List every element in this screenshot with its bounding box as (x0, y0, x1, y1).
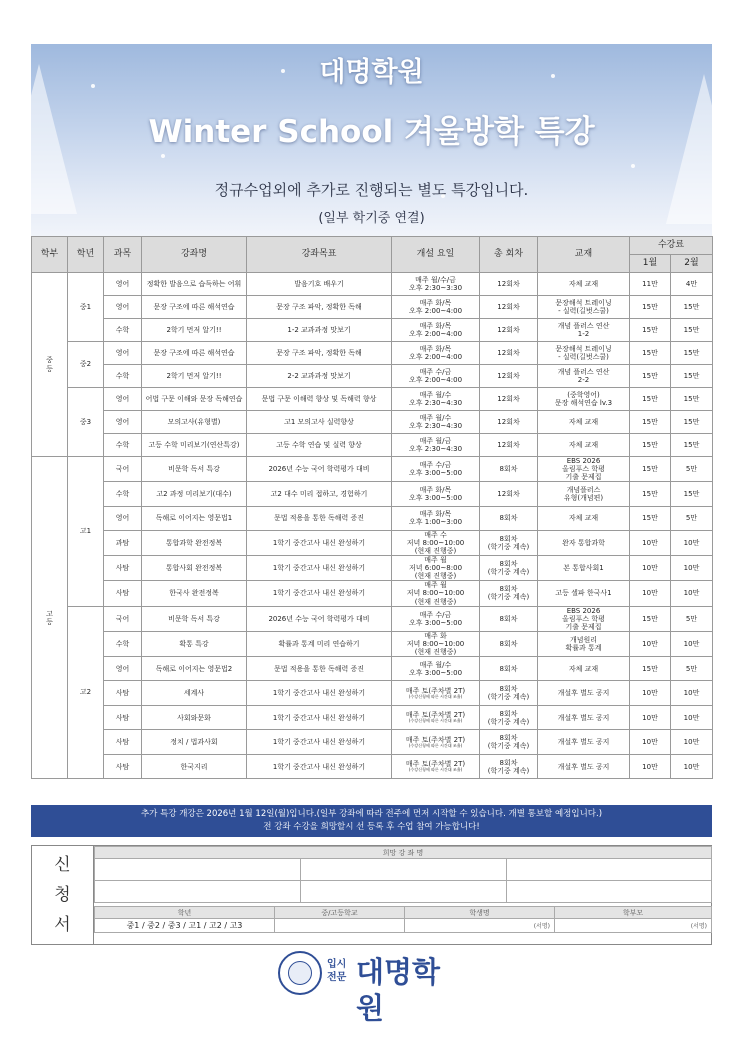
textbook-cell: EBS 2026 올림푸스 학평 기출 문제집 (538, 457, 630, 482)
grade-options[interactable]: 중1 / 중2 / 중3 / 고1 / 고2 / 고3 (95, 919, 275, 933)
table-row (32, 457, 713, 482)
table-row (32, 319, 713, 342)
sessions-cell: 8회차 (학기중 계속) (480, 581, 538, 606)
textbook-cell: 고등 셀파 한국사1 (538, 581, 630, 606)
sessions-cell: 12회차 (480, 296, 538, 319)
grade-cell: 고2 (68, 606, 104, 779)
course-rows (32, 273, 713, 779)
student-header: 학생명 (405, 907, 555, 919)
course-cell: 고등 수학 미리보기(연산특강) (142, 434, 247, 457)
table-row (32, 482, 713, 507)
course-table (31, 236, 713, 779)
sessions-cell: 12회차 (480, 388, 538, 411)
textbook-cell: 문장해석 트레이닝 - 실력(길벗스쿨) (538, 342, 630, 365)
sessions-cell: 8회차 (학기중 계속) (480, 730, 538, 755)
schedule-cell: 매주 수/금 오후 3:00~5:00 (392, 457, 480, 482)
goal-cell: 고1 모의고사 실력향상 (247, 411, 392, 434)
course-wish-header: 희망 강 좌 명 (95, 847, 712, 859)
fee-feb-cell: 10만 (671, 730, 713, 755)
schedule-cell (392, 730, 480, 755)
banner-subnote: (일부 학기중 연결) (318, 211, 425, 226)
schedule-cell: 매주 화/목 오후 2:00~4:00 (392, 342, 480, 365)
schedule-note: (수강신청에 따른 시간대 조율) (408, 767, 463, 773)
fee-feb-cell: 15만 (671, 319, 713, 342)
fee-feb-cell: 5만 (671, 457, 713, 482)
form-side-label: 신 청 서 (32, 846, 94, 944)
course-cell: 어법 구문 이해와 문장 독해연습 (142, 388, 247, 411)
course-wish-field-2[interactable] (301, 859, 507, 881)
schedule-note: (수강신청에 따른 시간대 조율) (408, 718, 463, 724)
subject-cell: 사탐 (104, 754, 142, 779)
grade-cell: 고1 (68, 457, 104, 607)
division-cell: 중 등 (32, 273, 68, 457)
fee-jan-cell: 10만 (630, 705, 671, 730)
subject-cell: 사탐 (104, 681, 142, 706)
course-cell: 2학기 먼저 알기!! (142, 365, 247, 388)
parent-sign-field[interactable]: (서명) (555, 919, 712, 933)
subject-cell: 영어 (104, 342, 142, 365)
header-grade: 학년 (68, 237, 104, 273)
table-row (32, 556, 713, 581)
course-cell: 통합과학 완전정복 (142, 531, 247, 556)
course-wish-field-1[interactable] (95, 859, 301, 881)
table-row (32, 656, 713, 681)
goal-cell: 1학기 중간고사 내신 완성하기 (247, 681, 392, 706)
sessions-cell: 8회차 (학기중 계속) (480, 681, 538, 706)
schedule-cell: 매주 월/금 오후 2:30~4:30 (392, 434, 480, 457)
logo-tagline (327, 958, 346, 984)
table-row (32, 296, 713, 319)
subject-cell: 사탐 (104, 581, 142, 606)
fee-feb-cell: 10만 (671, 581, 713, 606)
subject-cell: 사탐 (104, 730, 142, 755)
grade-cell: 중1 (68, 273, 104, 342)
goal-cell: 고2 대수 미리 접하고, 경험하기 (247, 482, 392, 507)
textbook-cell: 개설후 별도 공지 (538, 681, 630, 706)
header-jan: 1월 (630, 255, 671, 273)
course-cell: 모의고사(유형별) (142, 411, 247, 434)
table-row (32, 681, 713, 706)
sessions-cell: 8회차 (480, 631, 538, 656)
textbook-cell: 개념 플러스 연산 1-2 (538, 319, 630, 342)
parent-header: 학부모 (555, 907, 712, 919)
logo-small-2: 전문 (327, 972, 347, 983)
goal-cell: 문법 구문 이해력 향상 및 독해력 향상 (247, 388, 392, 411)
sessions-cell: 12회차 (480, 365, 538, 388)
schedule-cell: 매주 월/수 오후 2:30~4:30 (392, 388, 480, 411)
textbook-cell: 개념원리 확률과 통계 (538, 631, 630, 656)
division-cell: 고 등 (32, 457, 68, 779)
goal-cell: 1학기 중간고사 내신 완성하기 (247, 531, 392, 556)
table-row (32, 606, 713, 631)
footer-logo (278, 951, 468, 1025)
goal-cell: 2026년 수능 국어 학력평가 대비 (247, 457, 392, 482)
table-row (32, 705, 713, 730)
subject-cell: 국어 (104, 457, 142, 482)
textbook-cell: 자체 교재 (538, 506, 630, 531)
sessions-cell: 8회차 (480, 457, 538, 482)
goal-cell: 확률과 통계 미리 연습하기 (247, 631, 392, 656)
textbook-cell: 개념플러스 유형(개념편) (538, 482, 630, 507)
grade-cell: 중3 (68, 388, 104, 457)
table-row (32, 506, 713, 531)
goal-cell: 1학기 중간고사 내신 완성하기 (247, 556, 392, 581)
textbook-cell: 문장해석 트레이닝 - 실력(길벗스쿨) (538, 296, 630, 319)
sessions-cell: 8회차 (480, 656, 538, 681)
fee-jan-cell: 10만 (630, 730, 671, 755)
header-feb: 2월 (671, 255, 713, 273)
sessions-cell: 8회차 (학기중 계속) (480, 531, 538, 556)
sessions-cell: 8회차 (학기중 계속) (480, 754, 538, 779)
course-wish-field-3[interactable] (507, 859, 712, 881)
goal-cell: 문법 적용을 통한 독해력 증진 (247, 506, 392, 531)
form-info-table (94, 906, 712, 933)
sessions-cell: 12회차 (480, 482, 538, 507)
fee-feb-cell: 4만 (671, 273, 713, 296)
course-wish-field-6[interactable] (507, 881, 712, 903)
course-wish-field-4[interactable] (95, 881, 301, 903)
fee-feb-cell: 10만 (671, 681, 713, 706)
sessions-cell: 8회차 (학기중 계속) (480, 705, 538, 730)
fee-feb-cell: 15만 (671, 296, 713, 319)
notice-bar (31, 805, 712, 837)
notice-line-2: 전 강좌 수강을 희망할시 선 등록 후 수업 참여 가능합니다! (263, 822, 480, 832)
textbook-cell: 개설후 별도 공지 (538, 754, 630, 779)
schedule-cell: 매주 화/목 오후 2:00~4:00 (392, 319, 480, 342)
course-cell: 고2 과정 미리보기(대수) (142, 482, 247, 507)
goal-cell: 1-2 교과과정 맛보기 (247, 319, 392, 342)
header-subject: 과목 (104, 237, 142, 273)
goal-cell: 2-2 교과과정 맛보기 (247, 365, 392, 388)
form-table (94, 846, 712, 903)
schedule-cell: 매주 화/목 오후 2:00~4:00 (392, 296, 480, 319)
snowflake (161, 154, 165, 158)
fee-feb-cell: 15만 (671, 482, 713, 507)
fee-jan-cell: 15만 (630, 656, 671, 681)
school-field[interactable] (275, 919, 405, 933)
schedule-cell: 매주 수 저녁 8:00~10:00 (현재 진행중) (392, 531, 480, 556)
header-goal: 강좌목표 (247, 237, 392, 273)
table-row (32, 754, 713, 779)
table-row (32, 273, 713, 296)
banner-subtitle: 정규수업외에 추가로 진행되는 별도 특강입니다. (214, 181, 529, 199)
subject-cell: 수학 (104, 434, 142, 457)
application-form (31, 845, 712, 945)
course-cell: 문장 구조에 따른 해석연습 (142, 296, 247, 319)
sessions-cell: 12회차 (480, 342, 538, 365)
subject-cell: 과탐 (104, 531, 142, 556)
course-cell: 비문학 독서 특강 (142, 606, 247, 631)
course-cell: 확통 특강 (142, 631, 247, 656)
table-row (32, 434, 713, 457)
schedule-cell: 매주 월/수 오후 2:30~4:30 (392, 411, 480, 434)
subject-cell: 영어 (104, 411, 142, 434)
subject-cell: 영어 (104, 273, 142, 296)
fee-feb-cell: 10만 (671, 754, 713, 779)
student-sign-field[interactable]: (서명) (405, 919, 555, 933)
textbook-cell: 완자 통합과학 (538, 531, 630, 556)
course-cell: 독해로 이어지는 영문법2 (142, 656, 247, 681)
textbook-cell: 자체 교재 (538, 411, 630, 434)
schedule-cell: 매주 월/수/금 오후 2:30~3:30 (392, 273, 480, 296)
grade-header: 학년 (95, 907, 275, 919)
grade-cell: 중2 (68, 342, 104, 388)
goal-cell: 문장 구조 파악, 정확한 독해 (247, 296, 392, 319)
fee-jan-cell: 15만 (630, 319, 671, 342)
table-row (32, 581, 713, 606)
academy-seal-icon (278, 951, 322, 995)
academy-title: 대명학원 (319, 57, 424, 88)
textbook-cell: 자체 교재 (538, 273, 630, 296)
goal-cell: 1학기 중간고사 내신 완성하기 (247, 705, 392, 730)
course-cell: 한국사 완전정복 (142, 581, 247, 606)
course-cell: 정치 / 법과사회 (142, 730, 247, 755)
fee-jan-cell: 10만 (630, 631, 671, 656)
fee-jan-cell: 10만 (630, 556, 671, 581)
header-sessions: 총 회차 (480, 237, 538, 273)
fee-feb-cell: 10만 (671, 531, 713, 556)
subject-cell: 영어 (104, 656, 142, 681)
course-cell: 2학기 먼저 알기!! (142, 319, 247, 342)
fee-feb-cell: 5만 (671, 656, 713, 681)
goal-cell: 고등 수학 연습 및 실력 향상 (247, 434, 392, 457)
goal-cell: 문법 적용을 통한 독해력 증진 (247, 656, 392, 681)
fee-feb-cell: 5만 (671, 506, 713, 531)
textbook-cell: (중학영어) 문장 해석연습 lv.3 (538, 388, 630, 411)
fee-jan-cell: 10만 (630, 754, 671, 779)
sessions-cell: 12회차 (480, 319, 538, 342)
course-cell: 통합사회 완전정복 (142, 556, 247, 581)
schedule-cell: 매주 월 저녁 6:00~8:00 (현재 진행중) (392, 556, 480, 581)
table-row (32, 411, 713, 434)
subject-cell: 사탐 (104, 556, 142, 581)
schedule-cell (392, 705, 480, 730)
subject-cell: 수학 (104, 631, 142, 656)
subject-cell: 수학 (104, 365, 142, 388)
course-cell: 비문학 독서 특강 (142, 457, 247, 482)
header-fee: 수강료 (630, 237, 713, 255)
fee-feb-cell: 15만 (671, 365, 713, 388)
fee-jan-cell: 15만 (630, 606, 671, 631)
goal-cell: 1학기 중간고사 내신 완성하기 (247, 754, 392, 779)
schedule-note: (수강신청에 따른 시간대 조율) (408, 693, 463, 699)
header-banner (31, 44, 712, 236)
fee-feb-cell: 15만 (671, 388, 713, 411)
schedule-cell: 매주 수/금 오후 2:00~4:00 (392, 365, 480, 388)
textbook-cell: 개념 플러스 연산 2-2 (538, 365, 630, 388)
fee-feb-cell: 10만 (671, 631, 713, 656)
schedule-cell: 매주 화/목 오후 3:00~5:00 (392, 482, 480, 507)
fee-feb-cell: 15만 (671, 342, 713, 365)
fee-jan-cell: 15만 (630, 388, 671, 411)
course-cell: 한국지리 (142, 754, 247, 779)
schedule-cell: 매주 화/목 오후 1:00~3:00 (392, 506, 480, 531)
schedule-cell (392, 681, 480, 706)
subject-cell: 수학 (104, 319, 142, 342)
fee-feb-cell: 5만 (671, 606, 713, 631)
header-schedule: 개설 요일 (392, 237, 480, 273)
schedule-text: 매주 토(주차별 2T) (405, 711, 466, 720)
sessions-cell: 12회차 (480, 273, 538, 296)
subject-cell: 영어 (104, 388, 142, 411)
table-row (32, 388, 713, 411)
fee-jan-cell: 15만 (630, 342, 671, 365)
schedule-note: (수강신청에 따른 시간대 조율) (408, 742, 463, 748)
logo-name: 대명학원 (356, 955, 441, 1025)
goal-cell: 발음기호 배우기 (247, 273, 392, 296)
subject-cell: 국어 (104, 606, 142, 631)
course-cell: 사회와문화 (142, 705, 247, 730)
subject-cell: 영어 (104, 506, 142, 531)
fee-jan-cell: 10만 (630, 581, 671, 606)
table-row (32, 730, 713, 755)
textbook-cell: EBS 2026 올림푸스 학평 기출 문제집 (538, 606, 630, 631)
schedule-text: 매주 토(주차별 2T) (405, 686, 466, 695)
schedule-cell: 매주 수/금 오후 3:00~5:00 (392, 606, 480, 631)
schedule-text: 매주 토(주차별 2T) (405, 760, 466, 769)
fee-jan-cell: 15만 (630, 296, 671, 319)
fee-jan-cell: 15만 (630, 506, 671, 531)
table-row (32, 365, 713, 388)
logo-small-1: 입시 (327, 959, 347, 970)
course-wish-field-5[interactable] (301, 881, 507, 903)
goal-cell: 2026년 수능 국어 학력평가 대비 (247, 606, 392, 631)
textbook-cell: 자체 교재 (538, 434, 630, 457)
fee-jan-cell: 15만 (630, 365, 671, 388)
schedule-cell: 매주 화 저녁 8:00~10:00 (현재 진행중) (392, 631, 480, 656)
subject-cell: 영어 (104, 296, 142, 319)
sessions-cell: 8회차 (480, 506, 538, 531)
course-cell: 정확한 발음으로 습득하는 어휘 (142, 273, 247, 296)
sessions-cell: 8회차 (학기중 계속) (480, 556, 538, 581)
fee-jan-cell: 15만 (630, 457, 671, 482)
subject-cell: 수학 (104, 482, 142, 507)
textbook-cell: 개설후 별도 공지 (538, 705, 630, 730)
fee-feb-cell: 10만 (671, 556, 713, 581)
header-textbook: 교재 (538, 237, 630, 273)
table-row (32, 631, 713, 656)
course-cell: 세계사 (142, 681, 247, 706)
schedule-cell: 매주 월 저녁 8:00~10:00 (현재 진행중) (392, 581, 480, 606)
goal-cell: 1학기 중간고사 내신 완성하기 (247, 581, 392, 606)
course-cell: 독해로 이어지는 영문법1 (142, 506, 247, 531)
fee-feb-cell: 10만 (671, 705, 713, 730)
fee-feb-cell: 15만 (671, 434, 713, 457)
schedule-cell: 매주 월/수 오후 3:00~5:00 (392, 656, 480, 681)
notice-line-1: 추가 특강 개강은 2026년 1월 12일(월)입니다.(일부 강좌에 따라 전주에 먼저 시작할 수 있습니다. 개별 통보할 예정입니다.) (140, 809, 603, 819)
schedule-text: 매주 토(주차별 2T) (405, 735, 466, 744)
fee-jan-cell: 15만 (630, 482, 671, 507)
table-row (32, 531, 713, 556)
header-division: 학부 (32, 237, 68, 273)
sessions-cell: 8회차 (480, 606, 538, 631)
sessions-cell: 12회차 (480, 434, 538, 457)
program-title: Winter School 겨울방학 특강 (148, 114, 595, 150)
textbook-cell: 본 통합사회1 (538, 556, 630, 581)
school-header: 중/고등학교 (275, 907, 405, 919)
fee-jan-cell: 15만 (630, 411, 671, 434)
snowflake (631, 164, 635, 168)
subject-cell: 사탐 (104, 705, 142, 730)
goal-cell: 1학기 중간고사 내신 완성하기 (247, 730, 392, 755)
fee-jan-cell: 10만 (630, 531, 671, 556)
fee-feb-cell: 15만 (671, 411, 713, 434)
goal-cell: 문장 구조 파악, 정확한 독해 (247, 342, 392, 365)
sessions-cell: 12회차 (480, 411, 538, 434)
textbook-cell: 개설후 별도 공지 (538, 730, 630, 755)
fee-jan-cell: 11만 (630, 273, 671, 296)
schedule-cell (392, 754, 480, 779)
header-course: 강좌명 (142, 237, 247, 273)
fee-jan-cell: 15만 (630, 434, 671, 457)
textbook-cell: 자체 교재 (538, 656, 630, 681)
table-row (32, 342, 713, 365)
fee-jan-cell: 10만 (630, 681, 671, 706)
course-cell: 문장 구조에 따른 해석연습 (142, 342, 247, 365)
